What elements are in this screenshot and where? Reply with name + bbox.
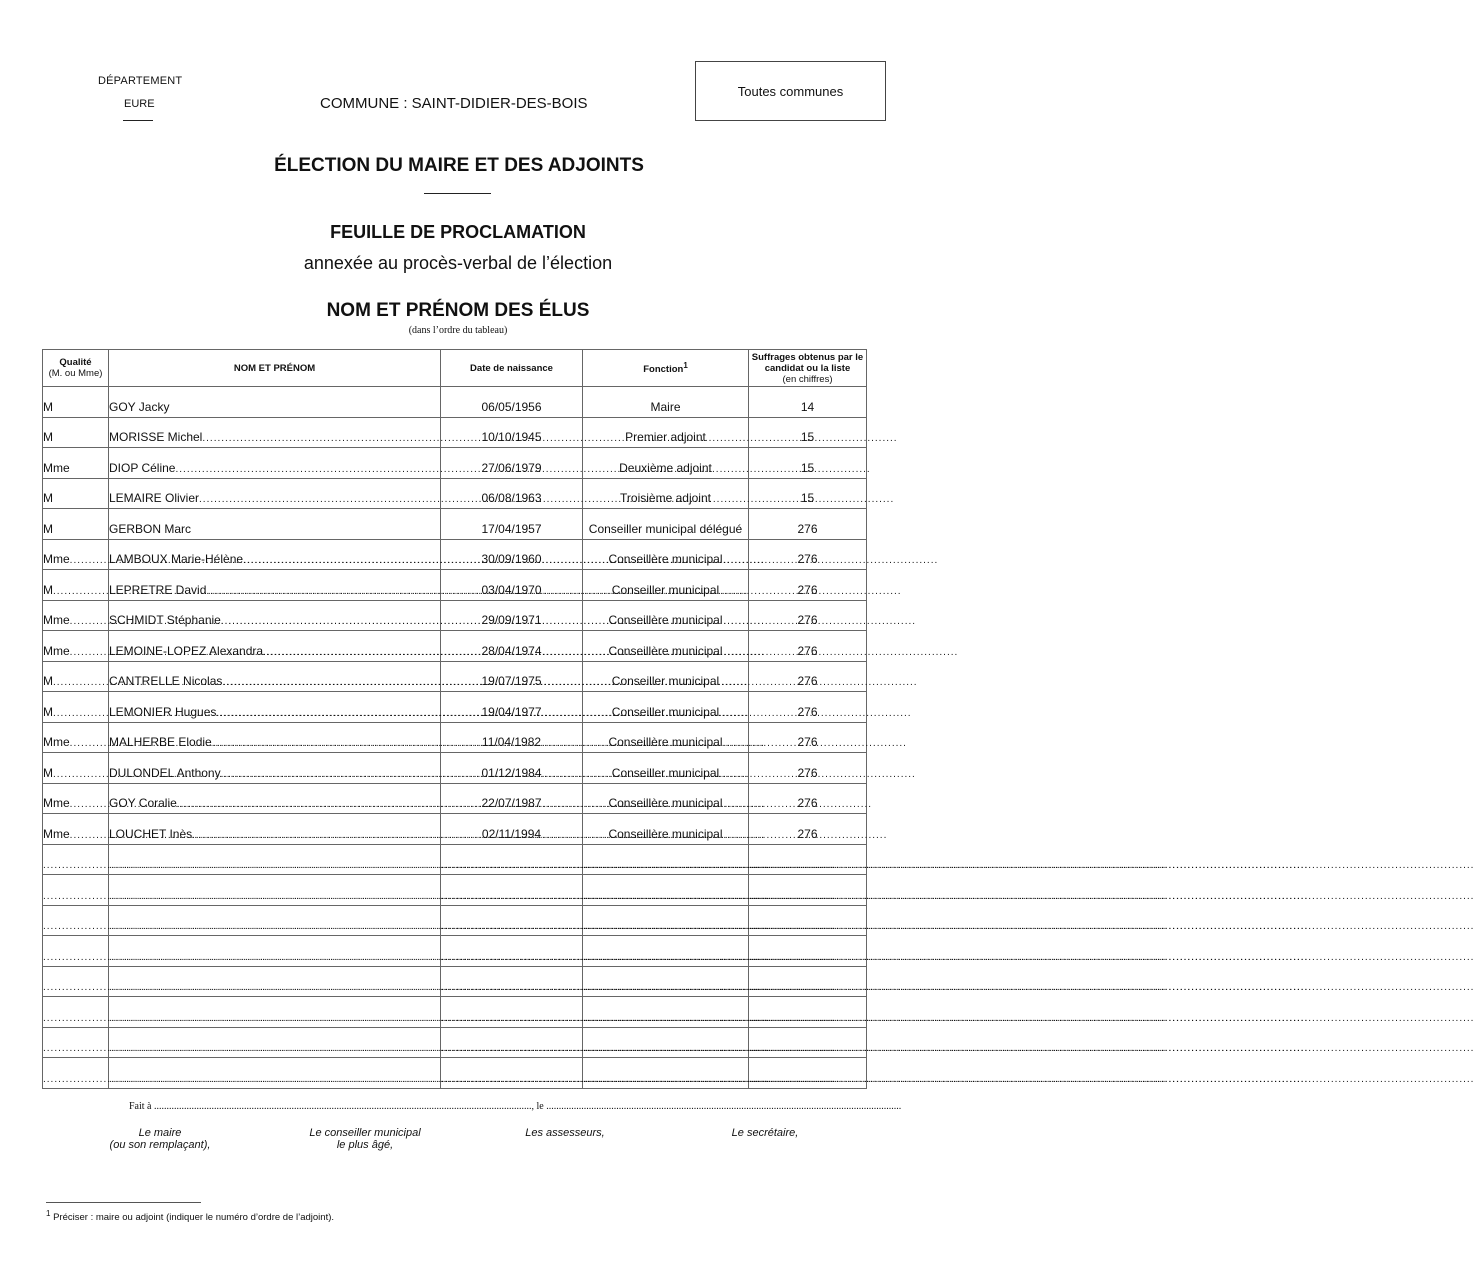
table-row xyxy=(43,814,867,845)
blank-cell-suffrages xyxy=(749,1058,867,1089)
cell-date: 10/10/1945 xyxy=(441,417,583,448)
signature-assesseurs: Les assesseurs, xyxy=(525,1127,605,1139)
fait-a-dots: ....................................................................................................................................................... xyxy=(154,1101,532,1112)
table-row xyxy=(43,509,867,540)
blank-row xyxy=(43,966,867,997)
cell-qualite xyxy=(43,631,109,662)
cell-date: 11/04/1982 xyxy=(441,722,583,753)
signature-conseiller-sub: le plus âgé, xyxy=(336,1139,394,1151)
blank-row xyxy=(43,1058,867,1089)
qualite-value: Mme xyxy=(43,796,70,810)
signature-maire xyxy=(95,1127,225,1151)
cell-suffrages: 15 xyxy=(749,448,867,479)
departement-divider xyxy=(123,120,153,121)
cell-qualite xyxy=(43,478,109,509)
blank-cell-qualite xyxy=(43,966,109,997)
header-suffrages-sub: (en chiffres) xyxy=(782,373,833,385)
commune-category-box xyxy=(695,61,886,121)
elus-table xyxy=(42,349,867,1089)
cell-nom xyxy=(109,814,441,845)
page-title: ÉLECTION DU MAIRE ET DES ADJOINTS xyxy=(274,155,644,176)
header-fonction xyxy=(583,350,749,387)
table-row xyxy=(43,478,867,509)
blank-cell-qualite xyxy=(43,844,109,875)
blank-cell-suffrages xyxy=(749,1027,867,1058)
cell-nom xyxy=(109,753,441,784)
nom-value: LAMBOUX Marie-Hélène xyxy=(109,552,244,566)
cell-fonction: Maire xyxy=(583,387,749,418)
blank-cell-qualite xyxy=(43,1027,109,1058)
table-row xyxy=(43,417,867,448)
leader-dots xyxy=(202,433,897,444)
blank-cell-nom xyxy=(109,844,441,875)
cell-qualite xyxy=(43,509,109,540)
blank-cell-qualite xyxy=(43,1058,109,1089)
blank-cell-suffrages xyxy=(749,875,867,906)
title-divider xyxy=(424,193,491,194)
cell-fonction: Conseillère municipal xyxy=(583,783,749,814)
footnote-mark: 1 xyxy=(46,1209,51,1218)
cell-qualite xyxy=(43,570,109,601)
blank-cell-suffrages xyxy=(749,966,867,997)
header-nom: NOM ET PRÉNOM xyxy=(109,350,441,387)
nom-value: LEPRETRE David xyxy=(109,582,207,597)
header-fonction-label: Fonction xyxy=(643,364,684,376)
departement-name: EURE xyxy=(124,98,155,110)
blank-cell-nom xyxy=(109,1058,441,1089)
blank-cell-date xyxy=(441,875,583,906)
nom-value: LEMAIRE Olivier xyxy=(109,491,200,505)
blank-cell-date xyxy=(441,1027,583,1058)
leader-dots xyxy=(749,860,1474,871)
cell-qualite xyxy=(43,387,109,418)
qualite-value: M xyxy=(43,582,53,597)
footnote-text: Préciser : maire ou adjoint (indiquer le numéro d’ordre de l’adjoint). xyxy=(53,1212,335,1224)
blank-cell-suffrages xyxy=(749,936,867,967)
signature-maire-title: Le maire xyxy=(138,1127,182,1139)
cell-fonction: Conseillère municipal xyxy=(583,722,749,753)
cell-date: 17/04/1957 xyxy=(441,509,583,540)
cell-suffrages: 276 xyxy=(749,570,867,601)
cell-date: 02/11/1994 xyxy=(441,814,583,845)
cell-qualite xyxy=(43,753,109,784)
blank-cell-nom xyxy=(109,997,441,1028)
blank-cell-date xyxy=(441,936,583,967)
nom-value: DULONDEL Anthony xyxy=(109,765,221,780)
table-row xyxy=(43,631,867,662)
elus-heading: NOM ET PRÉNOM DES ÉLUS xyxy=(326,300,590,321)
cell-fonction: Deuxième adjoint xyxy=(583,448,749,479)
cell-date: 28/04/1974 xyxy=(441,631,583,662)
signature-conseiller-title: Le conseiller municipal xyxy=(309,1127,421,1139)
header-qualite-sub: (M. ou Mme) xyxy=(48,368,103,379)
cell-suffrages: 276 xyxy=(749,814,867,845)
table-row xyxy=(43,692,867,723)
blank-cell-nom xyxy=(109,875,441,906)
cell-date: 01/12/1984 xyxy=(441,753,583,784)
cell-fonction: Conseillère municipal xyxy=(583,600,749,631)
date-dots: .............................................................................................................................................. xyxy=(546,1101,902,1112)
cell-qualite xyxy=(43,600,109,631)
cell-qualite xyxy=(43,722,109,753)
blank-cell-fonction xyxy=(583,875,749,906)
blank-cell-qualite xyxy=(43,875,109,906)
table-row xyxy=(43,783,867,814)
cell-nom xyxy=(109,692,441,723)
cell-date: 19/04/1977 xyxy=(441,692,583,723)
cell-date: 06/05/1956 xyxy=(441,387,583,418)
cell-nom xyxy=(109,722,441,753)
proclamation-title: FEUILLE DE PROCLAMATION xyxy=(330,222,586,242)
cell-suffrages: 276 xyxy=(749,661,867,692)
nom-value: CANTRELLE Nicolas xyxy=(109,674,223,688)
qualite-value: Mme xyxy=(43,643,70,658)
blank-cell-date xyxy=(441,966,583,997)
leader-dots xyxy=(749,982,1474,993)
cell-suffrages: 276 xyxy=(749,509,867,540)
blank-cell-fonction xyxy=(583,844,749,875)
nom-value: MALHERBE Elodie xyxy=(109,735,212,749)
cell-nom xyxy=(109,417,441,448)
qualite-value: M xyxy=(43,399,53,414)
cell-fonction: Conseiller municipal xyxy=(583,753,749,784)
footnote-divider xyxy=(46,1202,201,1203)
leader-dots xyxy=(749,891,1474,902)
cell-nom xyxy=(109,783,441,814)
cell-fonction: Conseiller municipal délégué xyxy=(583,509,749,540)
cell-fonction: Conseillère municipal xyxy=(583,631,749,662)
cell-suffrages: 276 xyxy=(749,722,867,753)
cell-date: 27/06/1979 xyxy=(441,448,583,479)
qualite-value: Mme xyxy=(43,735,70,749)
fait-a-label: Fait à xyxy=(129,1101,152,1112)
blank-cell-date xyxy=(441,905,583,936)
blank-cell-qualite xyxy=(43,905,109,936)
qualite-value: M xyxy=(43,765,53,780)
blank-cell-date xyxy=(441,1058,583,1089)
qualite-value: M xyxy=(43,704,53,719)
blank-cell-nom xyxy=(109,1027,441,1058)
blank-cell-suffrages xyxy=(749,844,867,875)
cell-nom xyxy=(109,661,441,692)
table-row xyxy=(43,539,867,570)
signature-secretaire: Le secrétaire, xyxy=(731,1127,799,1139)
cell-fonction: Conseillère municipal xyxy=(583,539,749,570)
blank-cell-qualite xyxy=(43,997,109,1028)
commune-name: COMMUNE : SAINT-DIDIER-DES-BOIS xyxy=(320,95,588,112)
cell-qualite xyxy=(43,448,109,479)
blank-cell-fonction xyxy=(583,936,749,967)
blank-row xyxy=(43,844,867,875)
footnote xyxy=(46,1209,334,1223)
table-row xyxy=(43,722,867,753)
commune-category-text: Toutes communes xyxy=(737,83,844,99)
nom-value: LEMONIER Hugues xyxy=(109,704,217,719)
leader-dots xyxy=(749,1074,1474,1085)
elus-order-note: (dans l’ordre du tableau) xyxy=(408,325,508,336)
cell-nom xyxy=(109,387,441,418)
cell-fonction: Troisième adjoint xyxy=(583,478,749,509)
nom-value: LOUCHET Inès xyxy=(109,826,193,841)
qualite-value: M xyxy=(43,491,53,505)
qualite-value: M xyxy=(43,430,53,444)
cell-nom xyxy=(109,570,441,601)
cell-suffrages: 276 xyxy=(749,600,867,631)
blank-row xyxy=(43,936,867,967)
table-body xyxy=(43,387,867,1089)
blank-cell-nom xyxy=(109,966,441,997)
blank-row xyxy=(43,1027,867,1058)
blank-cell-date xyxy=(441,997,583,1028)
blank-cell-date xyxy=(441,844,583,875)
cell-fonction: Premier adjoint xyxy=(583,417,749,448)
fait-a-line xyxy=(129,1101,902,1112)
date-label: , le xyxy=(531,1101,544,1112)
table-row xyxy=(43,661,867,692)
blank-cell-suffrages xyxy=(749,997,867,1028)
nom-value: LEMOINE-LOPEZ Alexandra xyxy=(109,643,264,658)
blank-cell-qualite xyxy=(43,936,109,967)
table-row xyxy=(43,753,867,784)
blank-cell-suffrages xyxy=(749,905,867,936)
proclamation-subtitle: annexée au procès-verbal de l’élection xyxy=(303,253,613,273)
nom-value: GOY Coralie xyxy=(109,796,177,810)
qualite-value: Mme xyxy=(43,613,70,627)
table-row xyxy=(43,387,867,418)
cell-suffrages: 14 xyxy=(749,387,867,418)
table-row xyxy=(43,448,867,479)
cell-qualite xyxy=(43,539,109,570)
cell-date: 22/07/1987 xyxy=(441,783,583,814)
cell-fonction: Conseillère municipal xyxy=(583,814,749,845)
cell-suffrages: 276 xyxy=(749,539,867,570)
cell-date: 06/08/1963 xyxy=(441,478,583,509)
blank-row xyxy=(43,997,867,1028)
cell-date: 30/09/1960 xyxy=(441,539,583,570)
cell-qualite xyxy=(43,661,109,692)
leader-dots xyxy=(749,1013,1474,1024)
cell-nom xyxy=(109,631,441,662)
cell-suffrages: 15 xyxy=(749,417,867,448)
blank-cell-fonction xyxy=(583,1027,749,1058)
signature-maire-sub: (ou son remplaçant), xyxy=(109,1139,211,1151)
cell-date: 03/04/1970 xyxy=(441,570,583,601)
leader-dots xyxy=(749,1043,1474,1054)
signature-conseiller xyxy=(290,1127,440,1151)
qualite-value: Mme xyxy=(43,552,70,566)
cell-nom xyxy=(109,478,441,509)
cell-fonction: Conseiller municipal xyxy=(583,570,749,601)
cell-suffrages: 276 xyxy=(749,753,867,784)
qualite-value: Mme xyxy=(43,826,70,841)
leader-dots xyxy=(199,494,894,505)
cell-qualite xyxy=(43,814,109,845)
qualite-value: M xyxy=(43,521,53,536)
cell-suffrages: 15 xyxy=(749,478,867,509)
table-header-row xyxy=(43,350,867,387)
header-qualite-label: Qualité xyxy=(59,357,92,368)
blank-row xyxy=(43,905,867,936)
blank-row xyxy=(43,875,867,906)
cell-suffrages: 276 xyxy=(749,692,867,723)
qualite-value: M xyxy=(43,674,53,688)
cell-nom xyxy=(109,448,441,479)
blank-cell-nom xyxy=(109,936,441,967)
nom-value: GERBON Marc xyxy=(109,521,192,536)
cell-qualite xyxy=(43,692,109,723)
nom-value: DIOP Céline xyxy=(109,460,176,475)
blank-cell-nom xyxy=(109,905,441,936)
nom-value: MORISSE Michel xyxy=(109,430,203,444)
blank-cell-fonction xyxy=(583,1058,749,1089)
table-row xyxy=(43,600,867,631)
cell-fonction: Conseiller municipal xyxy=(583,661,749,692)
cell-suffrages: 276 xyxy=(749,783,867,814)
departement-label: DÉPARTEMENT xyxy=(98,75,183,87)
cell-suffrages: 276 xyxy=(749,631,867,662)
cell-nom xyxy=(109,600,441,631)
nom-value: SCHMIDT Stéphanie xyxy=(109,613,221,627)
blank-cell-fonction xyxy=(583,905,749,936)
blank-cell-fonction xyxy=(583,997,749,1028)
qualite-value: Mme xyxy=(43,460,70,475)
cell-nom xyxy=(109,539,441,570)
header-date: Date de naissance xyxy=(441,350,583,387)
nom-value: GOY Jacky xyxy=(109,399,170,414)
blank-cell-fonction xyxy=(583,966,749,997)
header-qualite xyxy=(43,350,109,387)
cell-qualite xyxy=(43,783,109,814)
cell-nom xyxy=(109,509,441,540)
footnote-ref: 1 xyxy=(683,361,688,371)
header-suffrages-label: Suffrages obtenus par le candidat ou la liste xyxy=(751,351,864,374)
cell-qualite xyxy=(43,417,109,448)
leader-dots xyxy=(749,952,1474,963)
cell-date: 29/09/1971 xyxy=(441,600,583,631)
leader-dots xyxy=(749,921,1474,932)
cell-date: 19/07/1975 xyxy=(441,661,583,692)
header-suffrages xyxy=(749,350,867,387)
cell-fonction: Conseiller municipal xyxy=(583,692,749,723)
table-row xyxy=(43,570,867,601)
